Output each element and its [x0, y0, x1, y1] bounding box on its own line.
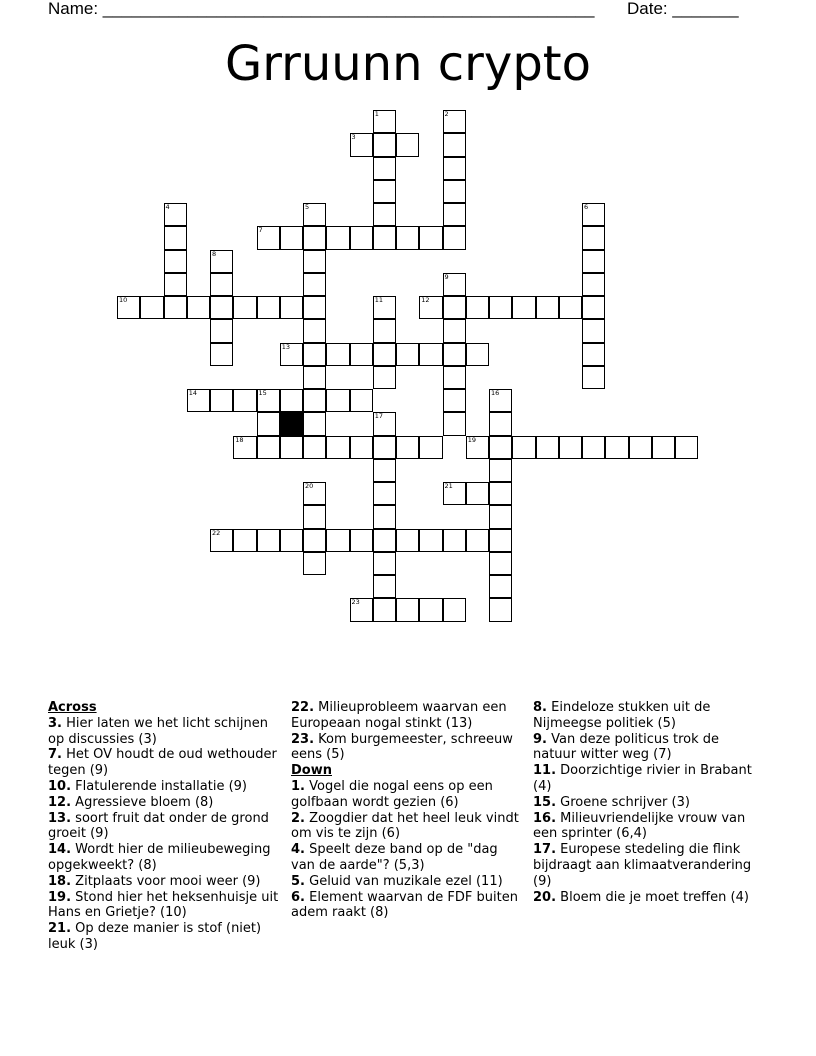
grid-cell[interactable] [373, 529, 396, 552]
grid-cell[interactable] [210, 319, 233, 342]
grid-cell[interactable] [443, 157, 466, 180]
clue-item [291, 779, 523, 811]
grid-cell[interactable] [489, 389, 512, 412]
grid-cell[interactable] [373, 157, 396, 180]
grid-cell[interactable] [629, 436, 652, 459]
clue-number-label: 13 [281, 342, 291, 351]
clue-number-label: 11 [374, 296, 384, 304]
clue-text: Bloem die je moet treffen (4) [560, 889, 749, 905]
clue-number: 4. [291, 842, 305, 858]
grid-cell[interactable] [419, 343, 442, 366]
grid-cell[interactable] [373, 505, 396, 528]
clue-item [48, 842, 280, 874]
clue-number: 18. [48, 873, 72, 889]
grid-cell[interactable] [303, 343, 326, 366]
grid-cell[interactable] [396, 598, 419, 621]
clue-number: 12. [48, 794, 72, 810]
grid-cell[interactable] [373, 482, 396, 505]
clue-item [291, 811, 523, 843]
clue-number: 19. [48, 889, 72, 905]
clue-number: 9. [533, 731, 547, 747]
clue-text: Vogel die nogal eens op een golfbaan wordt gezien (6) [291, 778, 493, 810]
grid-cell[interactable] [396, 133, 419, 156]
grid-cell[interactable] [373, 436, 396, 459]
clue-number: 2. [291, 810, 305, 826]
grid-cell[interactable] [187, 296, 210, 319]
grid-cell[interactable] [373, 552, 396, 575]
clue-number: 11. [533, 763, 557, 779]
grid-cell[interactable] [489, 436, 512, 459]
clue-text: Hier laten we het licht schijnen op discussies (3) [48, 715, 268, 747]
grid-cell[interactable] [443, 366, 466, 389]
clue-number-label: 23 [351, 598, 360, 607]
clue-text: Doorzichtige rivier in Brabant (4) [533, 763, 752, 794]
grid-cell[interactable] [303, 203, 326, 226]
clue-item [291, 874, 523, 890]
name-field[interactable]: ____________________________________________________ [102, 0, 595, 18]
clue-number-label: 12 [421, 296, 430, 304]
grid-cell[interactable] [303, 552, 326, 575]
grid-cell[interactable] [210, 343, 233, 366]
clue-text: Flatulerende installatie (9) [75, 778, 247, 794]
grid-cell[interactable] [419, 436, 442, 459]
clue-number: 1. [291, 778, 305, 794]
clue-item [48, 890, 280, 922]
grid-cell[interactable] [257, 412, 280, 435]
grid-cell[interactable] [303, 319, 326, 342]
grid-cell[interactable] [419, 598, 442, 621]
grid-cell[interactable] [257, 529, 280, 552]
clue-number-label: 17 [374, 412, 384, 421]
grid-cell[interactable] [443, 133, 466, 156]
name-label: Name: [48, 0, 103, 18]
clue-text: Agressieve bloem (8) [75, 794, 214, 810]
grid-cell[interactable] [303, 482, 326, 505]
grid-cell[interactable] [443, 203, 466, 226]
clue-item [48, 811, 280, 843]
clue-item [533, 763, 765, 795]
clue-item [533, 890, 765, 906]
grid-cell[interactable] [373, 343, 396, 366]
grid-cell[interactable] [419, 529, 442, 552]
clue-text: Groene schrijver (3) [560, 794, 690, 810]
grid-cell[interactable] [303, 529, 326, 552]
clue-text: soort fruit dat onder de grond groeit (9) [48, 810, 269, 842]
clue-number-label: 22 [212, 528, 221, 537]
clue-item [291, 700, 523, 732]
grid-cell[interactable] [350, 133, 373, 156]
grid-cell[interactable] [350, 226, 373, 249]
grid-cell[interactable] [466, 436, 489, 459]
grid-cell[interactable] [210, 250, 233, 273]
grid-cell[interactable] [257, 436, 280, 459]
grid-cell[interactable] [350, 529, 373, 552]
grid-cell[interactable] [117, 296, 140, 319]
grid-cell[interactable] [187, 389, 210, 412]
grid-cell[interactable] [489, 575, 512, 598]
clue-item [291, 732, 523, 764]
grid-cell[interactable] [489, 505, 512, 528]
clue-number-label: 8 [212, 249, 217, 258]
grid-cell[interactable] [489, 412, 512, 435]
black-cell [280, 412, 303, 435]
grid-cell[interactable] [443, 598, 466, 621]
grid-cell[interactable] [512, 436, 535, 459]
grid-cell[interactable] [582, 436, 605, 459]
grid-cell[interactable] [466, 482, 489, 505]
grid-cell[interactable] [303, 366, 326, 389]
grid-cell[interactable] [233, 296, 256, 319]
clue-number: 13. [48, 810, 72, 826]
grid-cell[interactable] [140, 296, 163, 319]
grid-cell[interactable] [512, 296, 535, 319]
grid-cell[interactable] [536, 296, 559, 319]
clue-column-1 [48, 700, 280, 953]
clue-text: Wordt hier de milieubeweging opgekweekt? (8) [48, 842, 271, 873]
grid-cell[interactable] [489, 296, 512, 319]
clue-number-label: 4 [165, 203, 170, 211]
clue-number-label: 16 [491, 389, 500, 397]
grid-cell[interactable] [466, 296, 489, 319]
grid-cell[interactable] [326, 389, 349, 412]
grid-cell[interactable] [326, 343, 349, 366]
grid-cell[interactable] [373, 110, 396, 133]
clue-number-label: 7 [258, 226, 263, 235]
clue-item [48, 795, 280, 811]
grid-cell[interactable] [582, 319, 605, 342]
grid-cell[interactable] [582, 296, 605, 319]
grid-cell[interactable] [443, 529, 466, 552]
grid-cell[interactable] [466, 343, 489, 366]
clue-number: 5. [291, 873, 305, 889]
clue-section-heading: Down [291, 763, 332, 779]
clue-section-heading: Across [48, 700, 97, 715]
clue-number: 16. [533, 810, 557, 826]
grid-cell[interactable] [582, 203, 605, 226]
clue-number: 20. [533, 889, 557, 905]
grid-cell[interactable] [443, 110, 466, 133]
clue-number: 21. [48, 921, 72, 937]
clue-column-3 [533, 700, 765, 905]
grid-cell[interactable] [373, 180, 396, 203]
grid-cell[interactable] [443, 296, 466, 319]
grid-cell[interactable] [373, 459, 396, 482]
grid-cell[interactable] [326, 529, 349, 552]
grid-cell[interactable] [419, 296, 442, 319]
grid-cell[interactable] [582, 366, 605, 389]
grid-cell[interactable] [233, 389, 256, 412]
clue-number: 22. [291, 700, 315, 715]
clue-text: Zitplaats voor mooi weer (9) [75, 873, 261, 889]
clue-text: Kom burgemeester, schreeuw eens (5) [291, 731, 513, 763]
grid-cell[interactable] [280, 343, 303, 366]
grid-cell[interactable] [303, 296, 326, 319]
grid-cell[interactable] [233, 436, 256, 459]
clue-item [48, 779, 280, 795]
grid-cell[interactable] [350, 389, 373, 412]
clue-number-label: 10 [119, 296, 128, 304]
grid-cell[interactable] [233, 529, 256, 552]
grid-cell[interactable] [373, 575, 396, 598]
grid-cell[interactable] [373, 319, 396, 342]
clue-item [533, 842, 765, 889]
grid-cell[interactable] [373, 203, 396, 226]
grid-cell[interactable] [210, 273, 233, 296]
grid-cell[interactable] [489, 552, 512, 575]
clue-number-label: 1 [374, 110, 379, 118]
grid-cell[interactable] [373, 296, 396, 319]
grid-cell[interactable] [164, 226, 187, 249]
grid-cell[interactable] [326, 226, 349, 249]
grid-cell[interactable] [257, 296, 280, 319]
grid-cell[interactable] [373, 598, 396, 621]
grid-cell[interactable] [443, 482, 466, 505]
grid-cell[interactable] [443, 412, 466, 435]
clue-item [291, 890, 523, 922]
clue-item [533, 795, 765, 811]
clue-number: 6. [291, 889, 305, 905]
grid-cell[interactable] [536, 436, 559, 459]
grid-cell[interactable] [582, 343, 605, 366]
grid-cell[interactable] [280, 389, 303, 412]
grid-cell[interactable] [280, 226, 303, 249]
clue-text: Eindeloze stukken uit de Nijmeegse politiek (5) [533, 700, 711, 731]
grid-cell[interactable] [350, 343, 373, 366]
grid-cell[interactable] [164, 296, 187, 319]
grid-cell[interactable] [443, 319, 466, 342]
grid-cell[interactable] [210, 296, 233, 319]
grid-cell[interactable] [582, 226, 605, 249]
grid-cell[interactable] [303, 436, 326, 459]
grid-cell[interactable] [419, 226, 442, 249]
grid-cell[interactable] [489, 459, 512, 482]
clue-item [291, 842, 523, 874]
clue-text: Van deze politicus trok de natuur witter weg (7) [533, 731, 720, 763]
grid-cell[interactable] [489, 529, 512, 552]
grid-cell[interactable] [489, 482, 512, 505]
clue-number: 10. [48, 778, 72, 794]
grid-cell[interactable] [373, 133, 396, 156]
clue-item [48, 747, 280, 779]
clue-text: Op deze manier is stof (niet) leuk (3) [48, 921, 262, 952]
clue-number: 14. [48, 842, 72, 858]
grid-cell[interactable] [443, 273, 466, 296]
grid-cell[interactable] [443, 226, 466, 249]
grid-cell[interactable] [373, 412, 396, 435]
grid-cell[interactable] [326, 436, 349, 459]
grid-cell[interactable] [582, 250, 605, 273]
clue-text: Milieuprobleem waarvan een Europeaan nogal stinkt (13) [291, 700, 507, 731]
grid-cell[interactable] [303, 250, 326, 273]
clue-number-label: 9 [444, 272, 449, 281]
grid-cell[interactable] [466, 529, 489, 552]
clue-number-label: 14 [188, 389, 198, 397]
clue-item [48, 921, 280, 953]
clue-number-label: 3 [351, 133, 356, 142]
grid-cell[interactable] [303, 226, 326, 249]
clue-number: 15. [533, 794, 557, 810]
clue-number-label: 5 [305, 203, 310, 211]
clue-item [48, 716, 280, 748]
grid-cell[interactable] [210, 529, 233, 552]
grid-cell[interactable] [257, 226, 280, 249]
grid-cell[interactable] [303, 389, 326, 412]
clue-item [533, 811, 765, 843]
grid-cell[interactable] [350, 598, 373, 621]
grid-cell[interactable] [257, 389, 280, 412]
clue-number-label: 20 [305, 482, 314, 490]
clue-number-label: 2 [444, 110, 449, 118]
grid-cell[interactable] [559, 296, 582, 319]
grid-cell[interactable] [164, 250, 187, 273]
grid-cell[interactable] [303, 412, 326, 435]
clue-number-label: 6 [584, 203, 589, 211]
date-label: Date: [627, 0, 673, 18]
grid-cell[interactable] [605, 436, 628, 459]
clue-text: Milieuvriendelijke vrouw van een sprinter (6,4) [533, 810, 746, 842]
page-title: Grruunn crypto [225, 36, 591, 92]
clue-number: 3. [48, 715, 62, 731]
grid-cell[interactable] [303, 505, 326, 528]
clue-number: 17. [533, 842, 557, 858]
clue-text: Geluid van muzikale ezel (11) [309, 873, 503, 889]
clue-text: Europese stedeling die flink bijdraagt aan klimaatverandering (9) [533, 842, 752, 889]
grid-cell[interactable] [280, 529, 303, 552]
clue-number-label: 19 [467, 435, 477, 444]
grid-cell[interactable] [373, 226, 396, 249]
grid-cell[interactable] [164, 203, 187, 226]
clue-text: Stond hier het heksenhuisje uit Hans en Grietje? (10) [48, 889, 279, 921]
clue-item [533, 700, 765, 732]
clue-item [533, 732, 765, 764]
clue-text: Speelt deze band op de "dag van de aarde"? (5,3) [291, 842, 498, 873]
grid-cell[interactable] [443, 180, 466, 203]
clue-number-label: 21 [444, 482, 453, 490]
grid-cell[interactable] [489, 598, 512, 621]
clue-column-2 [291, 700, 523, 921]
grid-cell[interactable] [582, 273, 605, 296]
grid-cell[interactable] [443, 389, 466, 412]
grid-cell[interactable] [280, 436, 303, 459]
grid-cell[interactable] [443, 343, 466, 366]
clue-item [48, 874, 280, 890]
grid-cell[interactable] [559, 436, 582, 459]
clue-text: Element waarvan de FDF buiten adem raakt (8) [291, 889, 518, 921]
clue-number-label: 18 [235, 435, 244, 444]
clue-number: 7. [48, 747, 62, 763]
clue-number-label: 15 [258, 389, 267, 397]
grid-cell[interactable] [280, 296, 303, 319]
grid-cell[interactable] [396, 343, 419, 366]
clue-text: Het OV houdt de oud wethouder tegen (9) [48, 747, 277, 779]
clue-text: Zoogdier dat het heel leuk vindt om vis te zijn (6) [291, 810, 519, 842]
grid-cell[interactable] [396, 529, 419, 552]
grid-cell[interactable] [652, 436, 675, 459]
grid-cell[interactable] [303, 273, 326, 296]
grid-cell[interactable] [396, 226, 419, 249]
grid-cell[interactable] [210, 389, 233, 412]
grid-cell[interactable] [675, 436, 698, 459]
clue-number: 23. [291, 731, 315, 747]
grid-cell[interactable] [396, 436, 419, 459]
date-field[interactable]: _______ [672, 0, 739, 18]
clue-number: 8. [533, 700, 547, 715]
grid-cell[interactable] [164, 273, 187, 296]
grid-cell[interactable] [350, 436, 373, 459]
grid-cell[interactable] [373, 366, 396, 389]
